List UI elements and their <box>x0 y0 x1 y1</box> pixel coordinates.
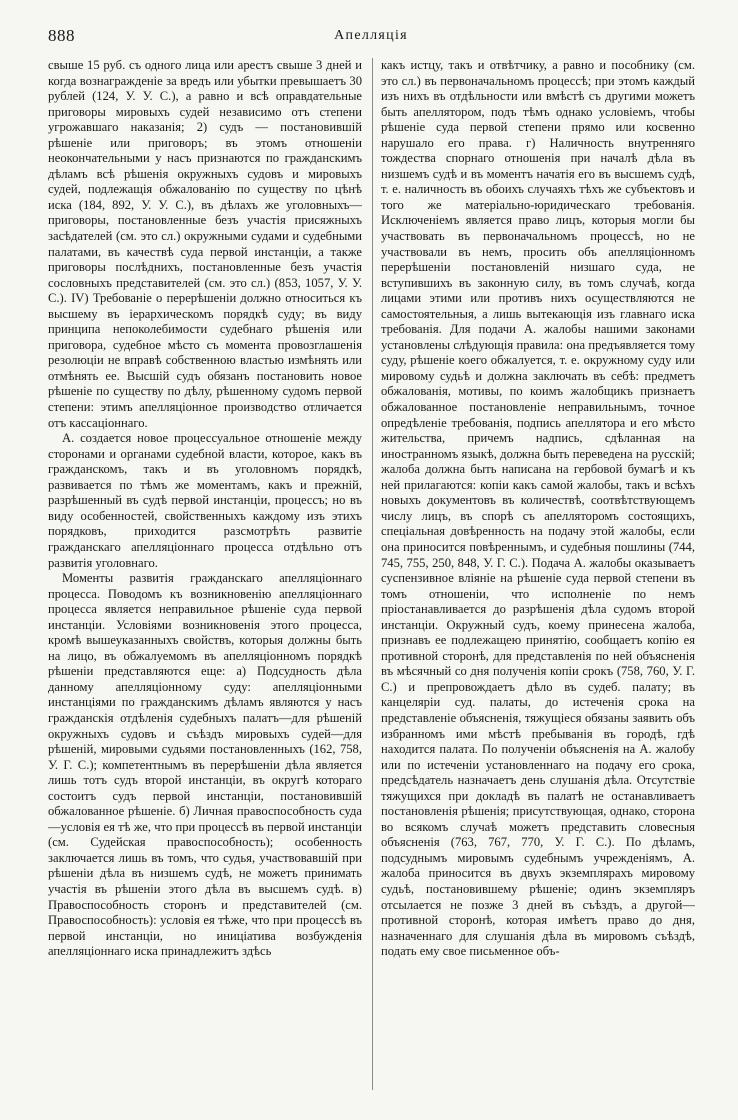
right-paragraph: какъ истцу, такъ и отвѣтчику, а равно и пособнику (см. это сл.) въ первоначальномъ процессѣ; при этомъ каждый изъ нихъ въ отдѣльности или вмѣстѣ съ другими можетъ быть апеллятором, подъ тѣмъ однако условіемъ, чтобы рѣшеніе суда первой степени прямо или косвенно нарушало его права. г) Наличность внутренняго тождества спорнаго отношенія при началѣ дѣла въ низшемъ судѣ и въ моментъ начатія его въ высшемъ судѣ, т. е. наличность въ обоихъ случаяхъ тѣхъ же субъектовъ и того же матеріально-юридическаго требованія. Исключеніемъ является право лицъ, которыя могли бы участвовать въ первоначальномъ процессѣ, но не участвовали въ немъ, просить объ апелляціонномъ перерѣшеніи постановленій низшаго суда, не вступившихъ въ законную силу, въ томъ случаѣ, когда лицами этими или противъ нихъ осуществляются не самостоятельныя, а лишь вытекающія изъ главнаго иска требованія. Для подачи А. жалобы нашими законами установлены слѣдующія правила: она предъявляется тому суду, рѣшеніе коего обжалуется, т. е. окружному суду или мировому судьѣ и должна заключать въ себѣ: предметъ обжалованія, мотивы, по коимъ жалобщикъ признаетъ обжалованное постановленіе неправильнымъ, точное опредѣленіе требованія, подпись апеллятора и его мѣсто жительства, причемъ надпись, сдѣланная на иностранномъ языкѣ, должна быть переведена на русскій; жалоба должна быть написана на гербовой бумагѣ и къ ней прилагаются: копіи какъ самой жалобы, такъ и всѣхъ новыхъ документовъ въ количествѣ, соотвѣтствующемъ числу лицъ, въ спорѣ съ апелляторомъ состоящихъ, спеціальная довѣренность на подачу этой жалобы, если она приносится повѣреннымъ, и судебныя пошлины (744, 745, 755, 250, 848, У. Г. С.). Подача А. жалобы оказываетъ суспензивное вліяніе на рѣшеніе суда первой степени въ томъ отношеніи, что исполненіе по немъ пріостанавливается до разрѣшенія дѣла судомъ второй инстанціи. Окружный судъ, коему принесена жалоба, признавъ ее подлежащею принятію, сообщаетъ копію ея противной сторонѣ, для представленія по ней объясненія въ мѣсячный со дня полученія копіи срокъ (758, 760, У. Г. С.) и препровождаетъ дѣло въ судеб. палату; въ канцеляріи суд. палаты, до истеченія срока на представленіе объясненія, тяжущіеся обязаны заявить объ избранномъ ими мѣстѣ пребыванія въ городѣ, гдѣ находится палата. По полученіи объясненія на А. жалобу или по истеченіи установленнаго на подачу его срока, предсѣдатель назначаетъ день слушанія дѣла. Отсутствіе тяжущихся при докладѣ въ палатѣ не останавливаетъ постановленія рѣшенія; присутствующая, однако, сторона во всякомъ случаѣ можетъ представить словесныя объясненія (763, 767, 770, У. Г. С.). По дѣламъ, подсуднымъ мировымъ судебнымъ учрежденіямъ, А. жалоба приносится въ двухъ экземплярахъ мировому судьѣ, постановившему рѣшеніе; одинъ экземпляръ отсылается не позже 3 дней въ съѣздъ, а другой—противной сторонѣ, которая имѣетъ право до дня, назначеннаго для слушанія дѣла въ мировомъ съѣздѣ, подать ему свое письменное объ- <box>381 58 695 959</box>
right-column <box>381 58 695 1094</box>
left-paragraph: свыше 15 руб. съ одного лица или арестъ свыше 3 дней и когда вознагражденіе за вредъ или убытки превышаетъ 30 рублей (124, У. У. С.), а равно и всѣ оправдательные приговоры мировыхъ судей независимо отъ степени угрожавшаго наказанія; 2) судъ — постановившій рѣшеніе или приговоръ; въ этомъ отношеніи неокончательными у насъ признаются по гражданскимъ дѣламъ всѣ рѣшенія окружныхъ судовъ и мировыхъ судей, подлежащія обжалованію по существу по цѣнѣ иска (184, 892, У. У. С.), въ дѣлахъ же уголовныхъ—приговоры, постановленные безъ участія присяжныхъ засѣдателей (см. это сл.) окружными судами и судебными палатами, въ качествѣ суда первой инстанціи, а также приговоры послѣднихъ, постановленные безъ участія сословныхъ представителей (см. это сл.) (853, 1057, У. У. С.). IV) Требованіе о перерѣшеніи должно относиться къ высшему въ іерархическомъ порядкѣ суду; въ виду принципа непоколебимости судебнаго рѣшенія или приговора, судебное мѣсто съ момента провозглашенія резолюціи не вправѣ собственною властью измѣнять или отмѣнять ее. Высшій судъ обязанъ постановить новое рѣшеніе по существу по дѣлу, рѣшенному судомъ первой степени: этимъ апелляціонное производство отличается отъ кассаціоннаго. <box>48 58 362 430</box>
left-paragraph: А. создается новое процессуальное отношеніе между сторонами и органами судебной власти, которое, какъ въ гражданскомъ, такъ и въ уголовномъ порядкѣ, развивается по тѣмъ же моментамъ, какъ и прежній, разрѣшенный въ судѣ первой инстанціи, процессъ; но въ виду особенностей, свойственныхъ каждому изъ этихъ порядковъ, приходится разсмотрѣть развитіе гражданскаго апелляціоннаго процесса отдѣльно отъ развитія уголовнаго. <box>48 431 362 570</box>
left-column <box>48 58 362 1094</box>
page-header <box>48 26 694 50</box>
page-number: 888 <box>48 26 75 45</box>
running-title: Апелляція <box>334 28 408 43</box>
column-divider <box>372 58 373 1090</box>
left-paragraph: Моменты развитія гражданскаго апелляціоннаго процесса. Поводомъ къ возникновенію апелляціоннаго процесса является неправильное рѣшеніе суда первой инстанціи. Условіями возникновенія этого процесса, кромѣ вышеуказанныхъ свойствъ, которыя должны быть на лицо, въ обжалуемомъ въ апелляціонномъ порядкѣ рѣшеніи представляются еще: а) Подсудность дѣла данному апелляціонному суду: апелляціонными инстанціями по гражданскимъ дѣламъ являются у насъ гражданскія отдѣленія судебныхъ палатъ—для рѣшеній окружныхъ судовъ и съѣздъ мировыхъ судей—для рѣшеній, мировыми судьями постановленныхъ (162, 758, У. Г. С.); компетентнымъ въ перерѣшеніи дѣла является лишь тотъ судъ второй инстанціи, въ округѣ котораго состоитъ судъ первой инстанціи, постановившій обжалованное рѣшеніе. б) Личная правоспособность суда—условія ея тѣ же, что при процессѣ въ первой инстанціи (см. Судейская правоспособность); особенность заключается лишь въ томъ, что судья, участвовавшій при рѣшеніи дѣла въ низшемъ судѣ, не можетъ принимать участія въ рѣшеніи этого дѣла въ высшемъ судѣ. в) Правоспособность сторонъ и представителей (см. Правоспособность): условія ея тѣже, что при процессѣ въ первой инстанціи, но иниціатива возбужденія апелляціоннаго иска принадлежитъ здѣсь <box>48 571 362 959</box>
